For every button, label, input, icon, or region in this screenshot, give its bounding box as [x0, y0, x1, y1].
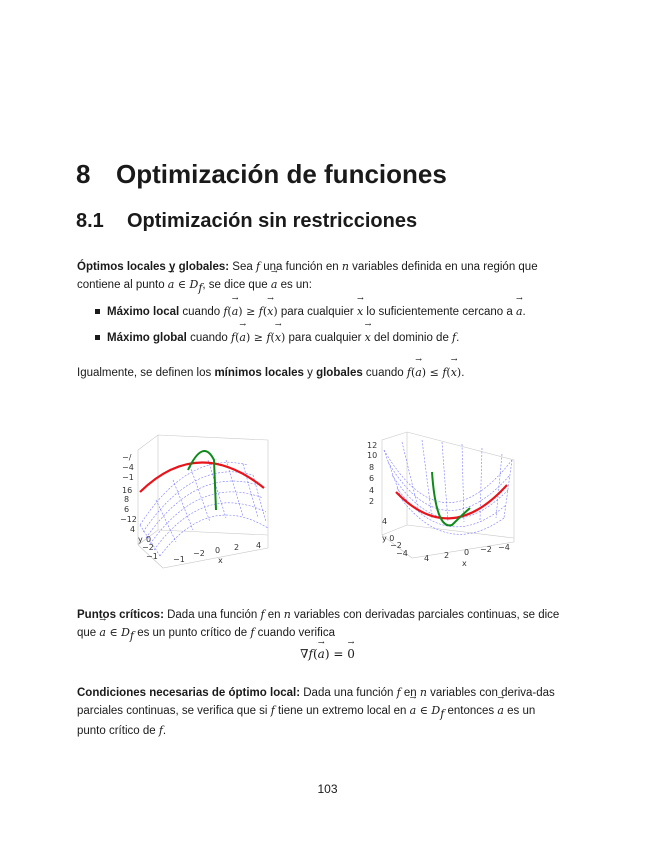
math-vec-x: → x	[267, 303, 273, 320]
z-tick: 6	[369, 474, 375, 483]
math-vec-a: → a	[99, 624, 106, 641]
y-tick: 4	[130, 525, 136, 534]
text: tiene un extremo local en	[274, 705, 410, 717]
math-eq: =	[329, 647, 348, 661]
text: para cualquier	[277, 306, 357, 318]
text: una función en	[260, 261, 342, 273]
text: Dada una función	[300, 687, 397, 699]
section-title: Optimización sin restricciones	[127, 210, 418, 232]
x-tick: −2	[193, 549, 205, 558]
text: es un punto crítico de	[134, 627, 251, 639]
math-vec-a: → a	[410, 702, 417, 719]
max-surface-plot	[118, 430, 278, 570]
list-item: Máximo local cuando f(→ a) ≥ f(→ x) para cualquier → x lo suficientemente cercano a → a.	[95, 303, 526, 329]
term: Máximo global	[107, 332, 187, 344]
math-rel: ≥	[242, 305, 259, 318]
text: variables con derivadas parciales continuas, se dice que	[77, 609, 560, 639]
math-f: f	[250, 626, 255, 639]
x-tick: −2	[480, 545, 492, 554]
y-tick: −1	[146, 552, 158, 561]
text: cuando verifica	[254, 627, 335, 639]
x-tick: 2	[234, 543, 240, 552]
left-plot-z-ticks	[120, 453, 137, 524]
section-heading	[76, 210, 417, 233]
math-n: n	[283, 608, 291, 621]
text: variables con deriva-das parciales continuas, se verifica que si	[77, 687, 555, 717]
math-vec-a: → a	[497, 702, 504, 719]
math-in: ∈	[105, 626, 122, 639]
math-f: f	[258, 305, 263, 318]
z-tick: 4	[369, 486, 375, 495]
text: .	[461, 367, 465, 379]
y-tick: 4	[382, 517, 388, 526]
text: .	[162, 725, 167, 738]
math-sub-f: f	[129, 629, 134, 643]
right-plot-z-ticks	[367, 441, 377, 506]
z-tick: 12	[367, 441, 378, 450]
text: en	[400, 687, 420, 699]
x-tick: 0	[215, 546, 221, 555]
math-vec-a: → a	[271, 276, 278, 293]
right-plot-x-ticks	[424, 543, 510, 568]
text: cuando	[362, 367, 407, 379]
text: variables definida en una región que contiene al punto	[77, 261, 538, 291]
text: cuando	[186, 332, 231, 344]
math-f: f	[260, 608, 265, 621]
y-tick: −2	[142, 543, 154, 552]
x-tick: 2	[444, 551, 450, 560]
chapter-number: 8	[76, 159, 91, 189]
text: lo suficientemente cercano a	[363, 306, 516, 318]
math-f: f	[255, 260, 261, 273]
math-rel: ≤	[426, 366, 443, 379]
left-plot-x-ticks	[173, 541, 261, 565]
text: es un:	[277, 279, 312, 291]
y-tick: −4	[396, 549, 408, 558]
math-n: n	[419, 686, 427, 699]
math-sub-f: f	[440, 707, 445, 721]
z-tick: −12	[120, 515, 137, 524]
math-vec-x: → x	[451, 364, 457, 381]
y-tick: y 0	[382, 534, 395, 543]
gradient-equation: ∇f(→ a) = → 0	[0, 647, 655, 661]
text: .	[456, 332, 460, 344]
math-f: f	[442, 366, 447, 379]
math-f: f	[231, 331, 236, 344]
x-tick: 4	[424, 554, 430, 563]
math-f: f	[223, 305, 228, 318]
text: Dada una función	[163, 609, 261, 621]
condiciones-paragraph	[77, 684, 565, 740]
text: es un punto crítico de	[77, 705, 536, 738]
right-plot-y-ticks	[382, 517, 408, 558]
math-f: f	[266, 331, 271, 344]
math-in: ∈	[416, 704, 432, 717]
z-tick: 2	[369, 497, 375, 506]
z-tick: 8	[124, 495, 130, 504]
math-f: f	[452, 331, 457, 344]
x-tick: −1	[173, 555, 185, 564]
math-D: D	[431, 704, 441, 717]
chapter-heading	[76, 159, 447, 190]
math-f: f	[406, 366, 411, 379]
math-sub-f: f	[198, 281, 203, 295]
math-in: ∈	[174, 278, 190, 291]
math-n: n	[341, 260, 349, 273]
math-vec-a: → a	[415, 364, 422, 381]
igualmente-paragraph: Igualmente, se definen los mínimos locales y globales cuando f(→ a) ≤ f(→ x).	[77, 364, 565, 382]
text: y	[303, 367, 317, 379]
y-axis-label: y	[138, 535, 143, 544]
x-tick: −4	[498, 543, 510, 552]
math-nabla: ∇	[300, 647, 309, 661]
criticos-heading: Puntos críticos:	[77, 609, 164, 621]
math-vec-a: → a	[168, 276, 175, 293]
y-tick: 0	[146, 535, 152, 544]
math-vec-zero: → 0	[347, 647, 355, 661]
x-axis-label: x	[462, 559, 467, 568]
chapter-title: Optimización de funciones	[116, 159, 447, 189]
z-tick: 16	[122, 486, 133, 495]
text: Sea	[229, 261, 256, 273]
math-vec-a: → a	[516, 303, 523, 320]
math-D: D	[189, 278, 199, 291]
math-vec-a: → a	[239, 329, 246, 346]
text: cuando	[179, 306, 224, 318]
math-f: f	[396, 686, 401, 699]
z-tick: −/	[122, 453, 132, 462]
text: en	[264, 609, 284, 621]
text: .	[522, 306, 526, 318]
math-D: D	[121, 626, 130, 639]
term: mínimos locales	[214, 367, 304, 379]
term: Máximo local	[107, 306, 180, 318]
list-item: Máximo global cuando f(→ a) ≥ f(→ x) para cualquier → x del dominio de f.	[95, 329, 526, 355]
z-tick: −4	[122, 463, 134, 472]
text: del dominio de	[370, 332, 453, 344]
x-tick: 0	[464, 548, 470, 557]
math-vec-x: → x	[365, 329, 371, 346]
text: , se dice que	[202, 279, 271, 291]
math-rel: ≥	[250, 331, 267, 344]
text: Igualmente, se definen los	[77, 367, 215, 379]
term: globales	[316, 367, 363, 379]
math-vec-x: → x	[275, 329, 281, 346]
math-f: f	[158, 724, 163, 738]
optimos-paragraph	[77, 258, 565, 296]
z-tick: 8	[369, 463, 375, 472]
z-tick: −1	[122, 473, 134, 482]
math-vec-a: → a	[232, 303, 239, 320]
text: para cualquier	[285, 332, 365, 344]
y-tick: −2	[390, 541, 402, 550]
z-tick: 6	[124, 505, 130, 514]
math-vec-a: → a	[318, 647, 325, 661]
z-tick: 10	[367, 451, 378, 460]
math-f: f	[270, 704, 275, 717]
optimos-heading: Óptimos locales y globales:	[77, 261, 230, 273]
x-axis-label: x	[218, 556, 223, 565]
page-number: 103	[317, 782, 338, 796]
math-vec-x: → x	[357, 303, 363, 320]
condiciones-heading: Condiciones necesarias de óptimo local:	[77, 687, 301, 699]
math-f: f	[308, 647, 313, 661]
x-tick: 4	[256, 541, 262, 550]
text: entonces	[444, 705, 498, 717]
definitions-list	[95, 303, 526, 355]
section-number: 8.1	[76, 210, 104, 232]
min-surface-plot	[362, 430, 522, 570]
